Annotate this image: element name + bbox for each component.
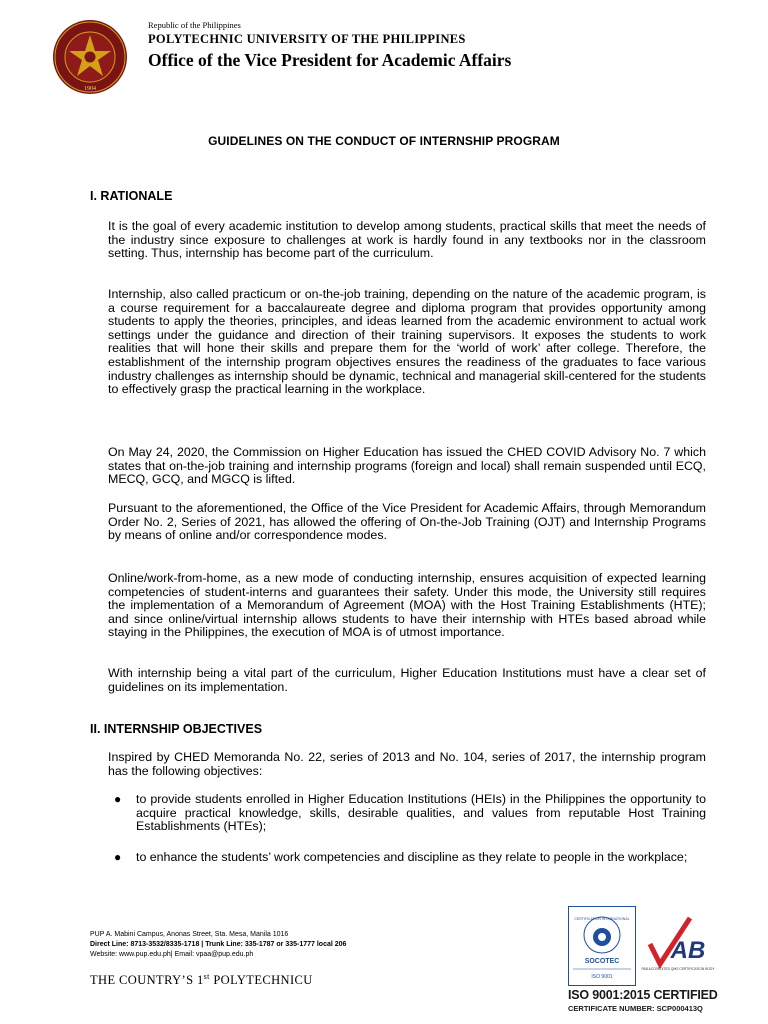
list-item-text: to enhance the students’ work competencies and discipline as they relate to people in the workplace; [136,850,688,864]
socotec-text: SOCOTEC [584,958,620,965]
university-seal-icon [38,18,142,96]
paragraph: With internship being a vital part of the curriculum, Higher Education Institutions must have a clear set of guidelines on its implementation. [108,666,706,694]
section-heading-objectives: II. INTERNSHIP OBJECTIVES [90,722,263,736]
university-name: POLYTECHNIC UNIVERSITY OF THE PHILIPPINES [148,32,466,46]
ab-text: AB [670,937,706,964]
office-name: Office of the Vice President for Academic Affairs [148,50,512,70]
document-title: GUIDELINES ON THE CONDUCT OF INTERNSHIP PROGRAM [208,134,560,148]
paragraph: Pursuant to the aforementioned, the Office of the Vice President for Academic Affairs, through Memorandum Order No. 2, Series of 2021, has allowed the offering of On-the-Job Training (OJT) and Internship Programs by means of online and/or correspondence modes. [108,501,706,543]
tagline [90,972,313,988]
paragraph: Internship, also called practicum or on-the-job training, depending on the nature of the academic program, is a course requirement for a baccalaureate degree and diploma program that provides opportunity among students to apply the theories, principles, and ideas learned from the academic environment to actual work settings under the guidance and direction of their training supervisors. It exposes the students to work realities that will hone their skills and prepare them for the ‘world of work’ after college. Therefore, the establishment of the internship program objectives ensures the readiness of the graduates to face various industry challenges as internship should be dynamic, technical and managerial skill-centered for the students to effectively grasp the practical learning in the workplace. [108,287,706,397]
certificate-number: CERTIFICATE NUMBER: SCP000413Q [568,1004,703,1013]
bullet-icon: ● [114,792,122,806]
footer-phone: Direct Line: 8713-3532/8335-1718 | Trunk Line: 335-1787 or 335-1777 local 206 [90,941,347,948]
tagline-part: THE COUNTRY’S 1 [90,973,204,988]
tagline-sup: st [203,972,210,981]
paragraph: On May 24, 2020, the Commission on Higher Education has issued the CHED COVID Advisory No. 7 which states that on-the-job training and internship programs (foreign and local) shall remain suspended until ECQ, MECQ, GCQ, and MGCQ is lifted. [108,445,706,487]
republic-label: Republic of the Philippines [148,20,241,30]
socotec-logo [568,906,636,986]
bullet-icon: ● [114,850,122,864]
footer-contact [90,930,346,960]
socotec-ring-text: CERTIFICATION INTERNATIONAL [574,917,630,921]
seal-year: 1904 [84,86,96,92]
letterhead [148,20,511,72]
ab-caption: PAB ACCREDITED QMS CERTIFICATION BODY [641,967,715,971]
iso-certified-label: ISO 9001:2015 CERTIFIED [568,988,718,1002]
footer-address: PUP A. Mabini Campus, Anonas Street, Sta. Mesa, Manila 1016 [90,931,289,938]
list-item-text: to provide students enrolled in Higher Education Institutions (HEIs) in the Philippines the opportunity to acquire practical knowledge, skills, desirable qualities, and values from reputable Host Training Establishments (HTEs); [136,792,706,834]
paragraph: Inspired by CHED Memoranda No. 22, series of 2013 and No. 104, series of 2017, the internship program has the following objectives: [108,750,706,778]
socotec-icon [569,907,635,985]
pab-logo [640,906,716,984]
tagline-part: POLYTECHNICU [209,973,313,988]
pab-icon [640,906,716,984]
paragraph: It is the goal of every academic institution to develop among students, practical skills that meet the needs of the industry since exposure to challenges at work is hardly found in any textbooks nor in the classroom setting. Thus, internship has become part of the curriculum. [108,219,706,261]
socotec-iso-text: ISO 9001 [591,974,613,980]
section-heading-rationale: I. RATIONALE [90,189,173,203]
paragraph: Online/work-from-home, as a new mode of conducting internship, ensures acquisition of expected learning competencies of student-interns and guarantees their safety. Under this mode, the University still requires the implementation of a Memorandum of Agreement (MOA) with the Host Training Establishments (HTE); and since online/virtual internship allows students to have their internship with HTEs based abroad while staying in the Philippines, the execution of MOA is of utmost importance. [108,571,706,640]
footer-web: Website: www.pup.edu.ph| Email: vpaa@pup.edu.ph [90,951,254,958]
